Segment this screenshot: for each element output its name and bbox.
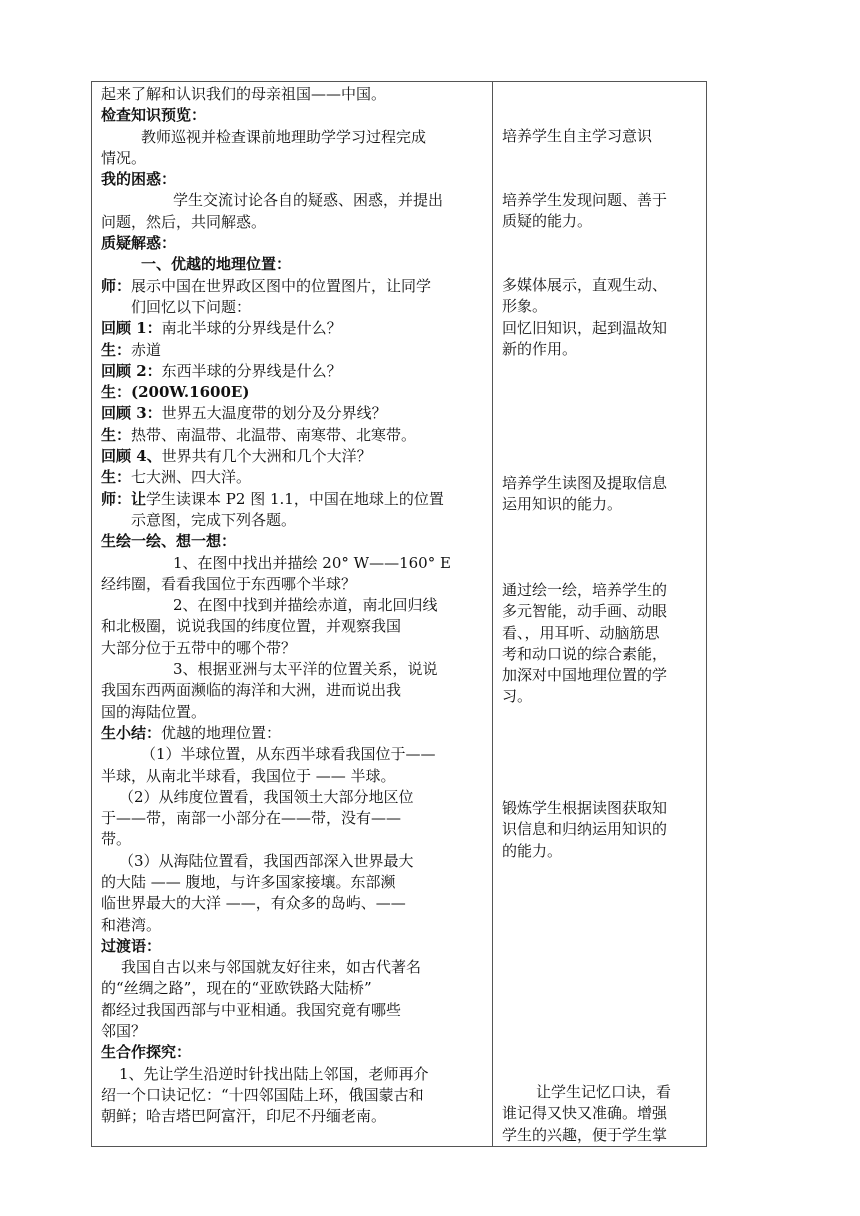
review-line — [101, 403, 484, 424]
intro-line: 起来了解和认识我们的母亲祖国——中国。 — [101, 85, 387, 103]
transition-text: 我国自古以来与邻国就友好往来，如古代著名 — [121, 958, 422, 977]
note-line: 考和动口说的综合素能， — [502, 644, 668, 663]
check-body: 情况。 — [101, 148, 147, 167]
summary-item: 于——带，南部一小部分在——带，没有—— — [101, 809, 402, 828]
teacher-text: 学生读课本 P2 图 1.1，中国在地球上的位置 — [146, 489, 444, 508]
summary-item: （2）从纬度位置看，我国领土大部分地区位 — [119, 787, 414, 806]
review-question: 东西半球的分界线是什么？ — [161, 361, 342, 380]
doubt-title: 质疑解惑： — [101, 234, 177, 253]
note-line: 培养学生发现问题、善于 — [502, 191, 668, 209]
draw-item: 经纬圈，看看我国位于东西哪个半球？ — [101, 574, 357, 593]
summary-item: （1）半球位置，从东西半球看我国位于—— — [141, 745, 436, 764]
teacher-line — [101, 276, 484, 297]
answer-text: 赤道 — [131, 340, 162, 359]
review-question: 世界五大温度带的划分及分界线？ — [161, 404, 387, 423]
answer-line — [101, 340, 484, 361]
teacher-text: 们回忆以下问题： — [131, 297, 252, 316]
note-line: 谁记得又快又准确。增强 — [502, 1104, 668, 1123]
summary-line — [101, 723, 484, 744]
draw-item: 大部分位于五带中的哪个带？ — [101, 638, 297, 657]
design-note — [502, 126, 702, 147]
teacher-line — [101, 489, 484, 510]
design-note — [502, 1082, 702, 1146]
note-line: 看、，用耳听、动脑筋思 — [502, 623, 660, 642]
note-line: 形象。 — [502, 297, 548, 316]
note-line: 学生的兴趣，便于学生掌 — [502, 1125, 668, 1144]
column-divider — [492, 81, 493, 1147]
note-line: 的能力。 — [502, 841, 563, 860]
answer-line — [101, 467, 484, 488]
check-title: 检查知识预览： — [101, 106, 207, 125]
confusion-body: 学生交流讨论各自的疑惑、困惑，并提出 — [173, 191, 444, 210]
teacher-text: 示意图，完成下列各题。 — [131, 510, 297, 529]
note-line: 加深对中国地理位置的学 — [502, 666, 668, 685]
answer-text: 七大洲、四大洋。 — [131, 468, 252, 487]
draw-item: 国的海陆位置。 — [101, 702, 207, 721]
note-line: 质疑的能力。 — [502, 212, 593, 231]
note-line: 识信息和归纳运用知识的 — [502, 820, 668, 839]
summary-item: 和港湾。 — [101, 915, 162, 934]
student-label: 生： — [101, 468, 132, 487]
review-question: 南北半球的分界线是什么？ — [161, 319, 342, 338]
answer-line: 生：(200W.1600E) — [101, 383, 250, 402]
summary-label: 生小结： — [101, 723, 162, 742]
note-line: 多元智能，动手画、动眼 — [502, 602, 668, 621]
review-line — [101, 361, 484, 382]
review-label: 回顾 4、 — [101, 447, 162, 466]
note-line: 多媒体展示，直观生动、 — [502, 276, 668, 294]
transition-title: 过渡语： — [101, 936, 162, 955]
note-line: 习。 — [502, 687, 533, 706]
section-heading: 一、优越的地理位置： — [141, 255, 292, 274]
transition-text: 都经过我国西部与中亚相通。我国究竟有哪些 — [101, 1000, 402, 1019]
confusion-title: 我的困惑： — [101, 170, 177, 189]
review-question: 世界共有几个大洲和几个大洋？ — [161, 447, 372, 466]
note-line: 锻炼学生根据读图获取知 — [502, 799, 668, 817]
note-line: 培养学生读图及提取信息 — [502, 474, 668, 492]
design-note — [502, 190, 702, 233]
design-note — [502, 275, 702, 360]
answer-text: 热带、南温带、北温带、南寒带、北寒带。 — [131, 425, 417, 444]
note-line: 让学生记忆口诀，看 — [536, 1083, 672, 1101]
draw-item: 和北极圈，说说我国的纬度位置，并观察我国 — [101, 617, 402, 636]
answer-line — [101, 425, 484, 446]
confusion-body: 问题，然后，共同解惑。 — [101, 212, 267, 231]
draw-item: 2、在图中找到并描绘赤道，南北回归线 — [173, 596, 438, 615]
note-line: 运用知识的能力。 — [502, 495, 623, 514]
teacher-label: 师： — [101, 489, 132, 508]
review-label: 回顾 3： — [101, 404, 162, 423]
design-note — [502, 473, 702, 516]
student-label: 生： — [101, 425, 132, 444]
summary-title: 优越的地理位置： — [161, 723, 282, 742]
note-line: 回忆旧知识，起到温故知 — [502, 318, 668, 337]
teaching-process-column — [101, 84, 484, 1128]
note-line: 通过绘一绘，培养学生的 — [502, 581, 668, 599]
note-line: 培养学生自主学习意识 — [502, 127, 653, 145]
note-line: 新的作用。 — [502, 339, 578, 358]
summary-item: 的大陆 —— 腹地，与许多国家接壤。东部濒 — [101, 872, 396, 891]
summary-item: 半球，从南北半球看，我国位于 —— 半球。 — [101, 766, 396, 785]
coop-text: 朝鲜；哈吉塔巴阿富汗，印尼不丹缅老南。 — [101, 1107, 387, 1126]
summary-item: 临世界最大的大洋 ——，有众多的岛屿、—— — [101, 894, 406, 913]
draw-title: 生绘一绘、想一想： — [101, 532, 237, 551]
design-note — [502, 798, 702, 862]
teacher-text: 展示中国在世界政区图中的位置图片，让同学 — [131, 276, 432, 295]
coop-text: 绍一个口诀记忆：“十四邻国陆上环，俄国蒙古和 — [101, 1085, 424, 1104]
student-label: 生： — [101, 340, 132, 359]
design-note — [502, 580, 702, 708]
summary-item: 带。 — [101, 830, 132, 849]
transition-text: 的“丝绸之路”，现在的“亚欧铁路大陆桥” — [101, 979, 372, 998]
review-label: 回顾 2： — [101, 361, 162, 380]
review-line — [101, 318, 484, 339]
draw-item: 1、在图中找出并描绘 20° W——160° E — [173, 553, 451, 572]
teacher-label: 师： — [101, 276, 132, 295]
transition-text: 邻国？ — [101, 1022, 147, 1041]
draw-item: 3、根据亚洲与太平洋的位置关系，说说 — [173, 660, 438, 679]
review-line — [101, 446, 484, 467]
check-body: 教师巡视并检查课前地理助学学习过程完成 — [141, 127, 427, 146]
coop-title: 生合作探究： — [101, 1043, 192, 1062]
coop-text: 1、先让学生沿逆时针找出陆上邻国，老师再介 — [119, 1064, 429, 1083]
draw-item: 我国东西两面濒临的海洋和大洲，进而说出我 — [101, 681, 402, 700]
review-label: 回顾 1： — [101, 319, 162, 338]
summary-item: （3）从海陆位置看，我国西部深入世界最大 — [119, 851, 414, 870]
teacher-lead: 让 — [131, 489, 147, 508]
